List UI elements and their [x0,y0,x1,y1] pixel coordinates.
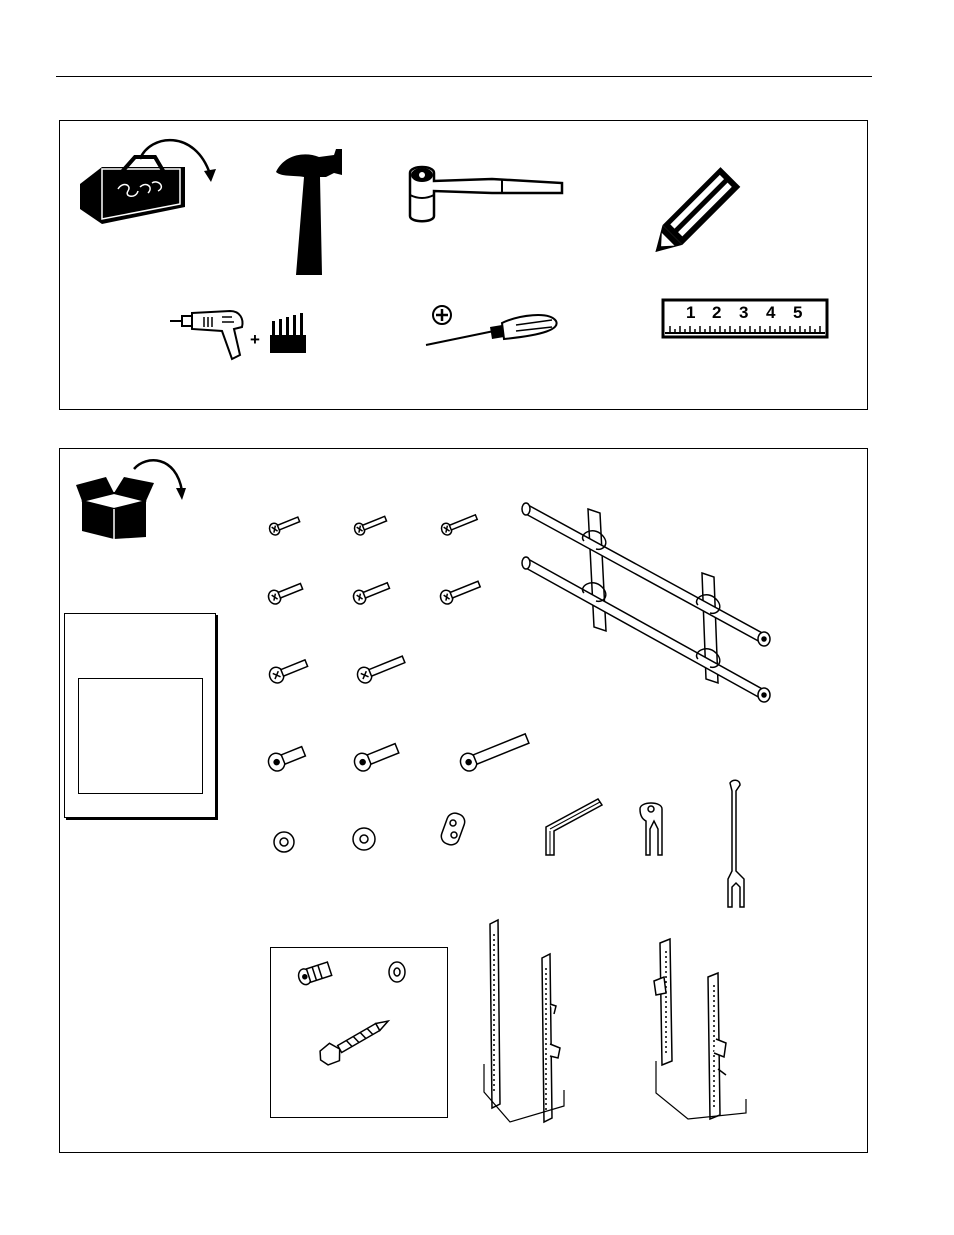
ruler-number: 5 [793,303,803,322]
ruler-number: 3 [739,303,749,322]
socket-wrench-icon [402,161,567,226]
bolt-icon [260,724,530,784]
ruler-number: 2 [712,303,722,322]
open-box-icon [76,455,186,540]
screw-icon [260,649,420,699]
lag-bolt-kit-icon [270,947,448,1118]
parts-included-panel [59,448,868,1153]
drill-with-bits-icon [170,307,315,367]
spacer-icon [438,809,478,849]
wrench-tool-icon [720,779,760,911]
document-inner-frame [78,678,203,794]
washer-icon [270,824,310,859]
mounting-bracket-pair-icon [480,914,580,1129]
plus-sign: + [250,330,260,349]
wrench-tool-icon [636,799,672,859]
hammer-icon [274,147,344,279]
toolbox-icon [80,129,220,229]
tools-required-panel [59,120,868,410]
ruler-icon [662,299,828,339]
header-rule [56,76,872,77]
phillips-screwdriver-icon [424,303,564,353]
ruler-number: 4 [766,303,776,322]
wall-plate-with-rails-icon [520,495,780,710]
hex-key-icon [540,797,610,859]
instruction-document-icon [64,613,216,818]
mounting-bracket-pair-icon [650,937,760,1127]
screw-icon [260,509,500,619]
ruler-number: 1 [686,303,696,322]
pencil-icon [650,159,750,254]
spacer-icon [350,821,390,856]
